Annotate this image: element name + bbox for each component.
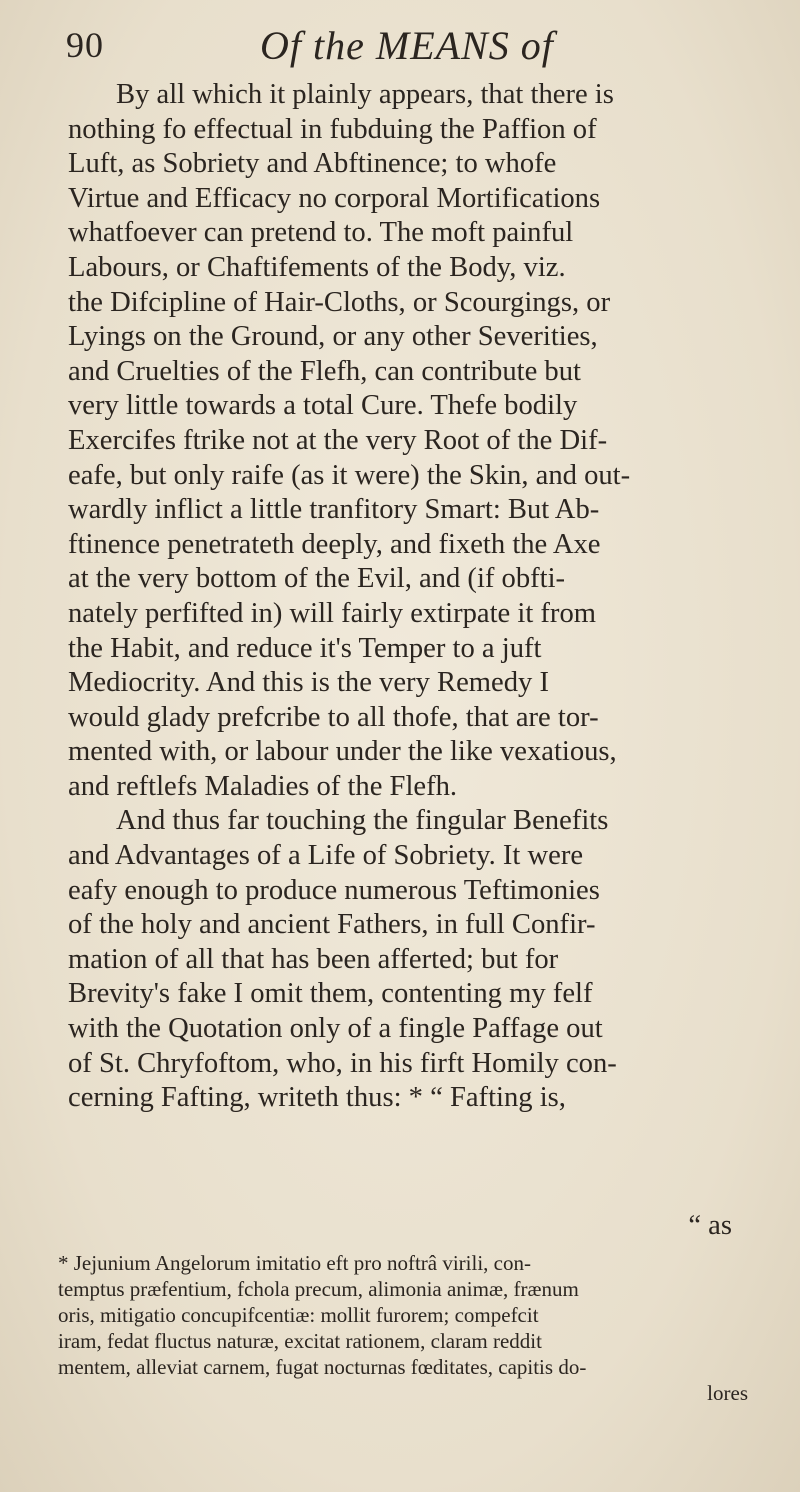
text-line: eafe, but only raife (as it were) the Skin, and out- [68, 459, 631, 491]
text-line: nately perfifted in) will fairly extirpate it from [68, 597, 596, 629]
footnote-line: oris, mitigatio concupifcentiæ: mollit furorem; compefcit [58, 1303, 539, 1327]
footnote-line: temptus præfentium, fchola precum, alimonia animæ, frænum [58, 1277, 579, 1301]
text-line: mation of all that has been afferted; but for [68, 943, 559, 975]
text-line: very little towards a total Cure. Thefe bodily [68, 390, 578, 422]
page-header [60, 22, 740, 70]
text-line: the Difcipline of Hair-Cloths, or Scourgings, or [68, 286, 611, 318]
running-title: Of the MEANS of [260, 23, 554, 68]
text-line: eafy enough to produce numerous Teftimonies [68, 874, 600, 906]
text-line: Labours, or Chaftifements of the Body, viz. [68, 251, 566, 283]
footnote-line: mentem, alleviat carnem, fugat nocturnas fœditates, capitis do- [58, 1355, 587, 1379]
text-line: and Advantages of a Life of Sobriety. It were [68, 840, 584, 872]
text-line: of St. Chryfoftom, who, in his firft Homily con- [68, 1047, 617, 1079]
text-line: cerning Fafting, writeth thus: * “ Fafting is, [68, 1082, 566, 1114]
text-line: ftinence penetrateth deeply, and fixeth the Axe [68, 528, 601, 560]
text-line: And thus far touching the fingular Benefits [116, 805, 609, 837]
footnote-catchword: lores [707, 1381, 748, 1405]
text-line: Virtue and Efficacy no corporal Mortifications [68, 182, 601, 214]
body-text [68, 78, 758, 1116]
text-line: the Habit, and reduce it's Temper to a juft [68, 632, 542, 664]
catchword: “ as [688, 1210, 732, 1241]
text-line: Lyings on the Ground, or any other Severities, [68, 321, 598, 353]
text-line: whatfoever can pretend to. The moft painful [68, 217, 574, 249]
text-line: and reftlefs Maladies of the Flefh. [68, 770, 458, 802]
text-line: mented with, or labour under the like vexatious, [68, 736, 617, 768]
text-line: at the very bottom of the Evil, and (if obfti- [68, 563, 566, 595]
text-line: wardly inflict a little tranfitory Smart: But Ab- [68, 494, 600, 526]
footnote-line: * Jejunium Angelorum imitatio eft pro noftrâ virili, con- [58, 1251, 531, 1275]
text-line: and Cruelties of the Flefh, can contribute but [68, 355, 581, 387]
text-line: By all which it plainly appears, that there is [116, 79, 614, 110]
text-line: with the Quotation only of a fingle Paffage out [68, 1013, 603, 1045]
footnote-line: iram, fedat fluctus naturæ, excitat rationem, claram reddit [58, 1329, 542, 1353]
text-line: Mediocrity. And this is the very Remedy I [68, 667, 549, 699]
text-line: of the holy and ancient Fathers, in full Confir- [68, 909, 596, 941]
text-line: Luft, as Sobriety and Abftinence; to whofe [68, 148, 557, 180]
text-line: Brevity's fake I omit them, contenting my felf [68, 978, 593, 1010]
text-line: nothing fo effectual in fubduing the Paffion of [68, 113, 597, 145]
page-number: 90 [66, 25, 104, 65]
footnote [58, 1250, 758, 1406]
text-line: Exercifes ftrike not at the very Root of the Dif- [68, 424, 608, 456]
text-line: would glady prefcribe to all thofe, that are tor- [68, 701, 599, 733]
